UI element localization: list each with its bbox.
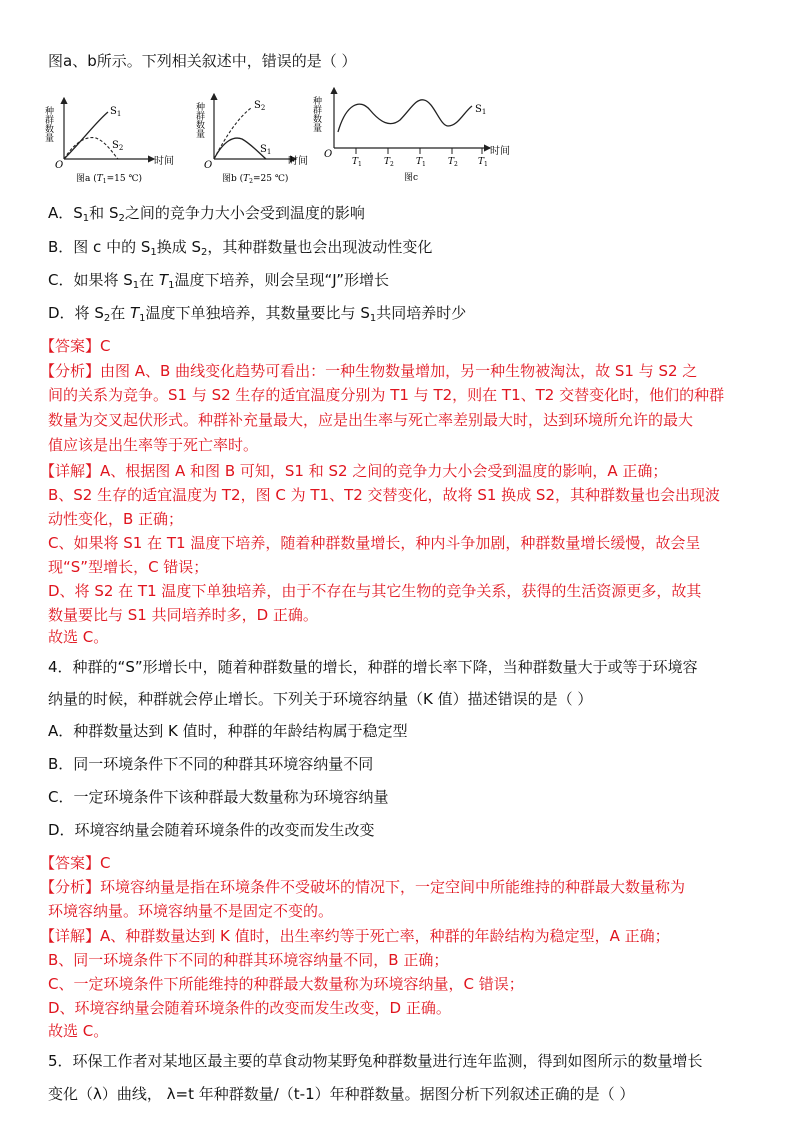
caption-a: 图a ($T_1=15$ ℃) [76, 174, 143, 185]
q4-analysis-line-2: 环境容纳量。环境容纳量不是固定不变的。 [48, 902, 334, 920]
s1-label: $S_1$ [475, 104, 487, 116]
q3-analysis-line-4: 值应该是出生率等于死亡率时。 [48, 436, 259, 454]
q3-option-c: C．如果将 $S_1$在 $T_1$温度下培养，则会呈现“J”形增长 [48, 271, 389, 291]
q4-detail-line-2: B、同一环境条件下不同的种群其环境容纳量不同，B 正确； [48, 951, 449, 969]
x-axis-label: 时间 [490, 146, 510, 157]
q4-answer: 【答案】C [40, 854, 111, 872]
q4-detail-line-3: C、一定环境条件下所能维持的种群最大数量称为环境容纳量，C 错误； [48, 975, 524, 993]
caption-c: 图c [404, 173, 419, 183]
q3-detail-line-6: D、将 S2 在 T1 温度下单独培养，由于不存在与其它生物的竞争关系，获得的生活资源更多，故其 [48, 582, 702, 600]
s1-label: $S_1$ [110, 106, 122, 118]
x-axis-label: 时间 [154, 156, 174, 167]
q3-option-b: B．图 c 中的 $S_1$换成 $S_2$，其种群数量也会出现波动性变化 [48, 238, 433, 258]
q5-stem-line-1: 5．环保工作者对某地区最主要的草食动物某野兔种群数量进行连年监测，得到如图所示的数量增长 [48, 1052, 703, 1070]
q3-detail-line-4: C、如果将 S1 在 T1 温度下培养，随着种群数量增长，种内斗争加剧，种群数量增长缓慢，故会呈 [48, 534, 701, 552]
q3-detail-line-1: 【详解】A、根据图 A 和图 B 可知，S1 和 S2 之间的竞争力大小会受到温度的影响，A 正确； [40, 462, 668, 480]
q3-detail-line-7: 数量要比与 S1 共同培养时多，D 正确。 [48, 606, 318, 624]
s2-label: $S_2$ [112, 140, 124, 152]
q4-option-c: C．一定环境条件下该种群最大数量称为环境容纳量 [48, 788, 389, 806]
figure-c [312, 84, 512, 186]
x-axis-label: 时间 [288, 156, 308, 167]
q4-stem-line-1: 4．种群的“S”形增长中，随着种群数量的增长，种群的增长率下降，当种群数量大于或等于环境容 [48, 658, 698, 676]
q4-option-d: D．环境容纳量会随着环境条件的改变而发生改变 [48, 821, 375, 839]
q4-option-b: B．同一环境条件下不同的种群其环境容纳量不同 [48, 755, 374, 773]
s2-label: $S_2$ [254, 100, 266, 112]
q4-stem-line-2: 纳量的时候，种群就会停止增长。下列关于环境容纳量（K 值）描述错误的是（ ） [48, 690, 593, 708]
q3-answer: 【答案】C [40, 337, 111, 355]
q3-detail-line-2: B、S2 生存的适宜温度为 T2，图 C 为 T1、T2 交替变化，故将 S1 换成 S2，其种群数量也会出现波 [48, 486, 720, 504]
q4-conclusion: 故选 C。 [48, 1022, 109, 1040]
q3-option-d: D．将 $S_2$在 $T_1$温度下单独培养，其数量要比与 $S_1$共同培养时少 [48, 304, 467, 324]
tick-1 [352, 148, 362, 168]
figure-b [196, 88, 316, 184]
q3-option-a: A．$S_1$和 $S_2$之间的竞争力大小会受到温度的影响 [48, 204, 365, 224]
y-axis-label: 种群数量 [311, 96, 321, 132]
origin-label: O [324, 149, 333, 160]
svg-text:T1: $T_1$ [478, 157, 488, 168]
q3-analysis-line-1: 【分析】由图 A、B 曲线变化趋势可看出：一种生物数量增加，另一种生物被淘汰，故 S1 与 S2 之 [40, 362, 698, 380]
q5-stem-line-2: 变化（λ）曲线， λ=t 年种群数量/（t-1）年种群数量。据图分析下列叙述正确的是（ ） [48, 1085, 635, 1103]
s1-label: $S_1$ [260, 144, 272, 156]
s2-curve [214, 108, 251, 159]
s1-curve [338, 100, 472, 132]
svg-text:T1: $T_1$ [352, 157, 362, 168]
q3-analysis-line-2: 间的关系为竞争。S1 与 S2 生存的适宜温度分别为 T1 与 T2，则在 T1、T2 交替变化时，他们的种群 [48, 386, 725, 404]
y-axis-label: 种群数量 [194, 102, 204, 138]
q3-detail-line-3: 动性变化，B 正确； [48, 510, 184, 528]
q4-detail-line-1: 【详解】A、种群数量达到 K 值时，出生率约等于死亡率，种群的年龄结构为稳定型，A 正确； [40, 927, 670, 945]
s1-curve [214, 138, 266, 159]
y-axis-label: 种群数量 [43, 106, 53, 142]
q3-analysis-line-3: 数量为交叉起伏形式。种群补充量最大，应是出生率与死亡率差别最大时，达到环境所允许的最大 [48, 411, 694, 429]
caption-b: 图b ($T_2=25$ ℃) [222, 174, 289, 185]
s2-curve [64, 138, 118, 159]
q3-conclusion: 故选 C。 [48, 628, 109, 646]
q3-stem: 图a、b所示。下列相关叙述中，错误的是（ ） [48, 52, 357, 70]
q4-detail-line-4: D、环境容纳量会随着环境条件的改变而发生改变，D 正确。 [48, 999, 451, 1017]
svg-text:T2: $T_2$ [448, 157, 458, 168]
figure-a [43, 92, 196, 185]
svg-text:T1: $T_1$ [416, 157, 426, 168]
tick-3 [416, 148, 426, 168]
s1-curve [64, 112, 108, 159]
svg-text:T2: $T_2$ [384, 157, 394, 168]
tick-4 [448, 148, 458, 168]
tick-2 [384, 148, 394, 168]
tick-5 [478, 148, 488, 168]
q4-option-a: A．种群数量达到 K 值时，种群的年龄结构属于稳定型 [48, 722, 408, 740]
origin-label: O [55, 160, 64, 171]
q3-detail-line-5: 现“S”型增长，C 错误； [48, 558, 209, 576]
q4-analysis-line-1: 【分析】环境容纳量是指在环境条件不受破坏的情况下，一定空间中所能维持的种群最大数量称为 [40, 878, 686, 896]
origin-label: O [204, 160, 213, 171]
